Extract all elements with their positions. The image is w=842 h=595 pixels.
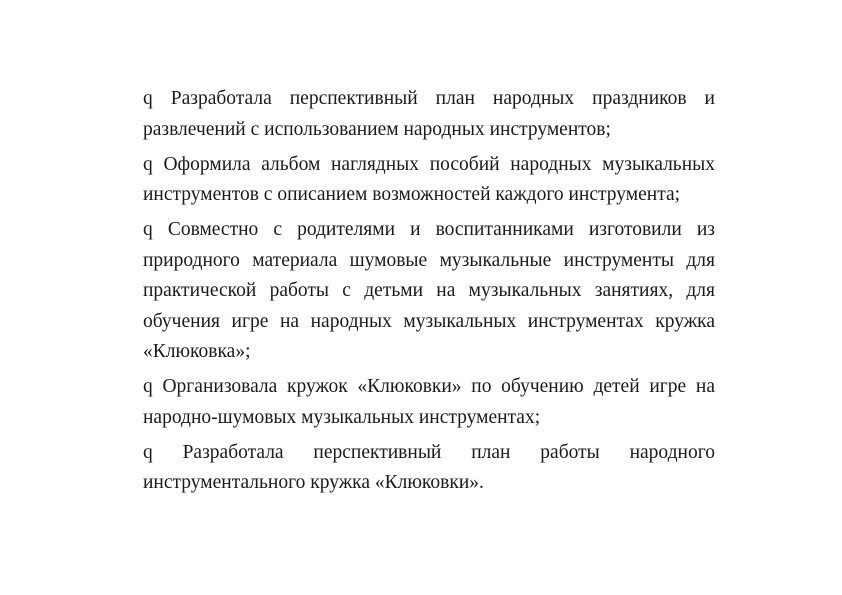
paragraph-instrument-album: q Оформила альбом наглядных пособий народных музыкальных инструментов с описанием возможностей каждого инструмента; <box>143 153 715 205</box>
paragraph-holiday-plan: q Разработала перспективный план народных праздников и развлечений с использованием народных инструментов; <box>143 88 715 140</box>
paragraph-club-organized: q Организовала кружок «Клюковки» по обучению детей игре на народно-шумовых музыкальных инструментах; <box>143 376 715 428</box>
paragraph-noise-instruments: q Совместно с родителями и воспитанниками изготовили из природного материала шумовые музыкальные инструменты для практической работы с детьми на музыкальных занятиях, для обучения игре на народных музыкальных инструментах кружка «Клюковка»; <box>143 219 715 362</box>
document-body <box>143 84 715 503</box>
paragraph-club-work-plan: q Разработала перспективный план работы народного инструментального кружка «Клюковки». <box>143 441 715 493</box>
